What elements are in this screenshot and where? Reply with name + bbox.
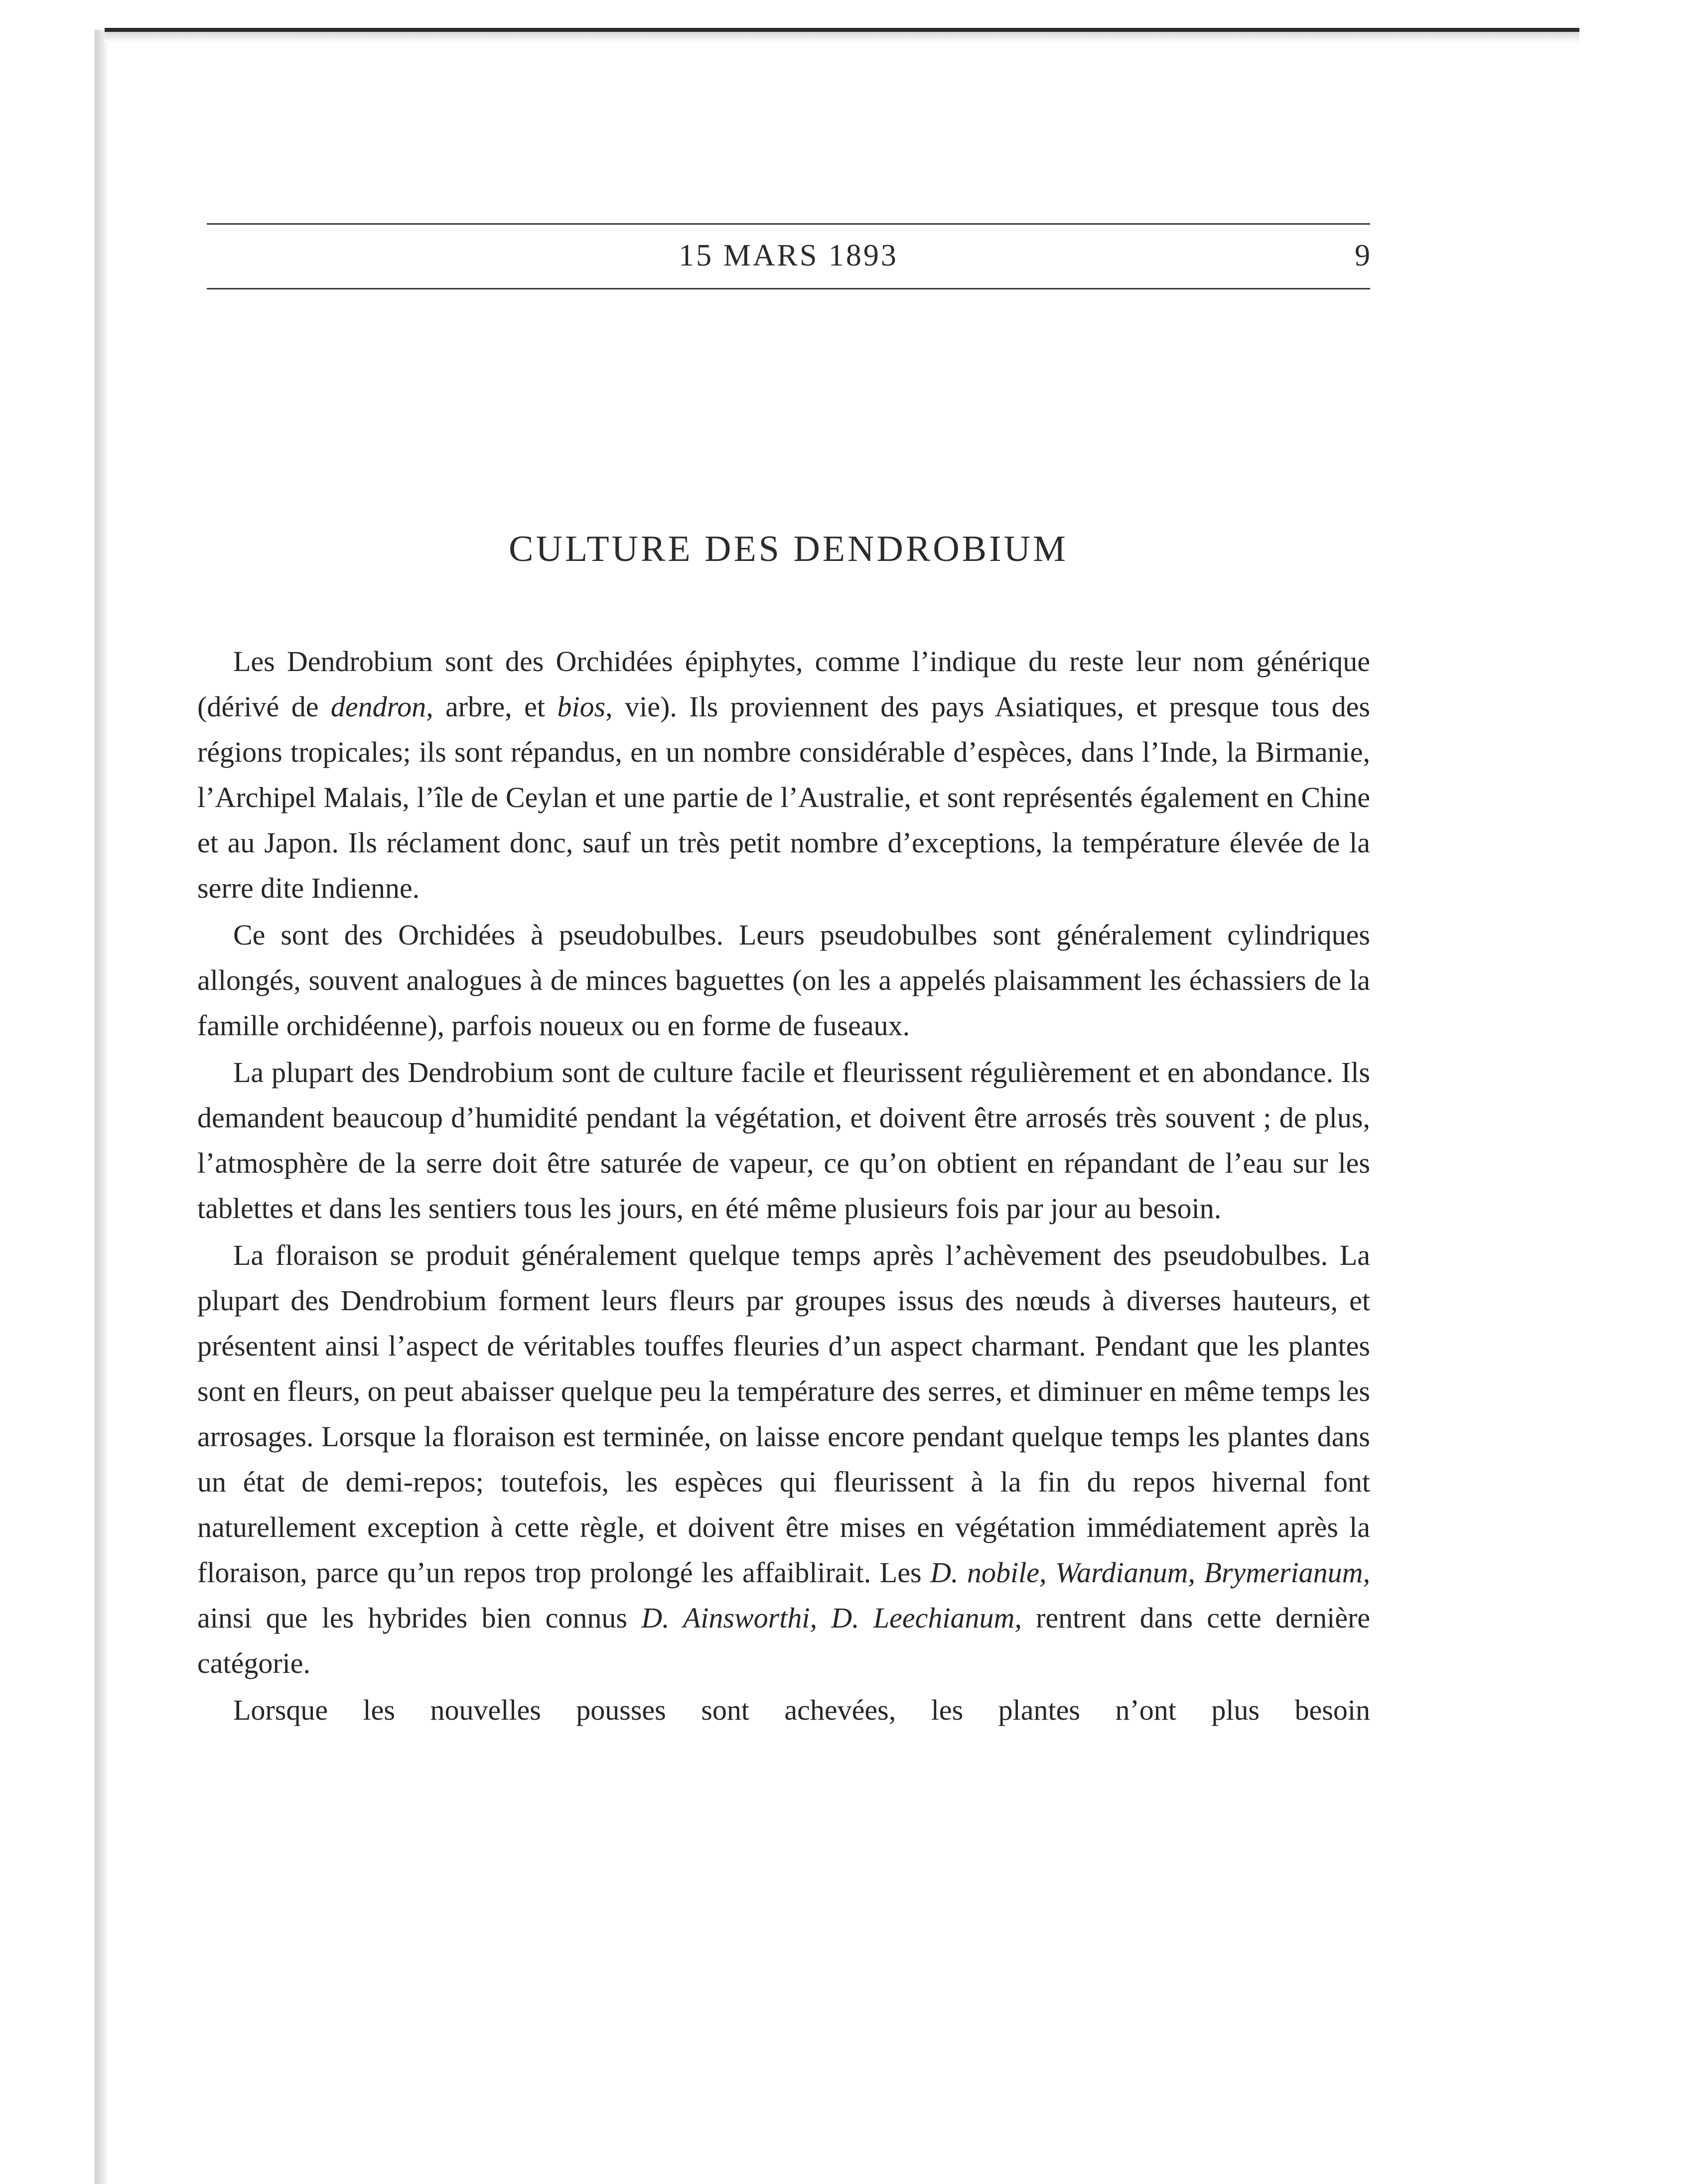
article-title: CULTURE DES DENDROBIUM [509,529,1068,569]
paragraph-4-text-1: La floraison se produit généralement quelque temps après l’achèvement des pseudobulbes. La plupart des Dendrobium forment leurs fleurs par groupes issus des nœuds à diverses hauteurs, et présentent ainsi l’aspect de véritables touffes fleuries d’un aspect charmant. Pendant que les plantes sont en fleurs, on peut abaisser quelque peu la température des serres, et diminuer en même temps les arrosages. Lorsque la floraison est terminée, on laisse encore pendant quelque temps les plantes dans un état de demi-repos; toutefois, les espèces qui fleurissent à la fin du repos hivernal font naturellement exception à cette règle, et doivent être mises en végétation immédiatement après la floraison, parce qu’un repos trop prolongé les affaiblirait. Les [197,1239,1370,1589]
running-head [207,234,1370,284]
running-head-date: 15 MARS 1893 [679,239,898,273]
scan-left-edge-shadow [95,30,109,2184]
paragraph-3 [197,1050,1370,1231]
paragraph-4 [197,1232,1370,1686]
paragraph-5-text: Lorsque les nouvelles pousses sont achevées, les plantes n’ont plus besoin [233,1694,1370,1726]
paragraph-2 [197,912,1370,1048]
paragraph-4-text-2: ainsi que les hybrides bien connus [197,1602,642,1634]
paragraph-3-text: La plupart des Dendrobium sont de culture facile et fleurissent régulièrement et en abondance. Ils demandent beaucoup d’humidité pendant la végétation, et doivent être arrosés très souvent ; de plus, l’atmosphère de la serre doit être saturée de vapeur, ce qu’on obtient en répandant de l’eau sur les tablettes et dans les sentiers tous les jours, en été même plusieurs fois par jour au besoin. [197,1056,1370,1225]
header-rule-bottom [207,288,1370,289]
paragraph-1-italic-dendron: dendron, [330,690,433,723]
paragraph-2-text: Ce sont des Orchidées à pseudobulbes. Leurs pseudobulbes sont généralement cylindriques allongés, souvent analogues à de minces baguettes (on les a appelés plaisamment les échassiers de la famille orchidéenne), parfois noueux ou en forme de fuseaux. [197,919,1370,1042]
paragraph-1-text-1: Les Dendrobium sont des Orchidées épiphytes, comme l’indique du reste leur nom générique (dérivé de [197,645,1370,723]
scan-top-edge-line [105,28,1579,32]
paragraph-1-text-2: arbre, et [433,690,558,723]
scan-top-edge-shadow [105,32,1579,43]
paragraph-5 [197,1687,1370,1733]
header-rule-top [207,223,1370,225]
paragraph-1 [197,639,1370,911]
page-number: 9 [1355,239,1370,273]
article-body [197,639,1370,1734]
paragraph-1-text-3: , vie). Ils proviennent des pays Asiatiques, et presque tous des régions tropicales; ils sont répandus, en un nombre considérable d’espèces, dans l’Inde, la Birmanie, l’Archipel Malais, l’île de Ceylan et une partie de l’Australie, et sont représentés également en Chine et au Japon. Ils réclament donc, sauf un très petit nombre d’exceptions, la température élevée de la serre dite Indienne. [197,690,1370,904]
paragraph-4-italic-hybrids: D. Ainsworthi, D. Leechianum, [641,1602,1022,1634]
paragraph-1-italic-bios: bios [557,690,606,723]
paragraph-4-italic-species: D. nobile, Wardianum, Brymerianum, [930,1556,1370,1589]
paragraph-4-text-3: rentrent dans cette dernière catégorie. [197,1602,1370,1679]
